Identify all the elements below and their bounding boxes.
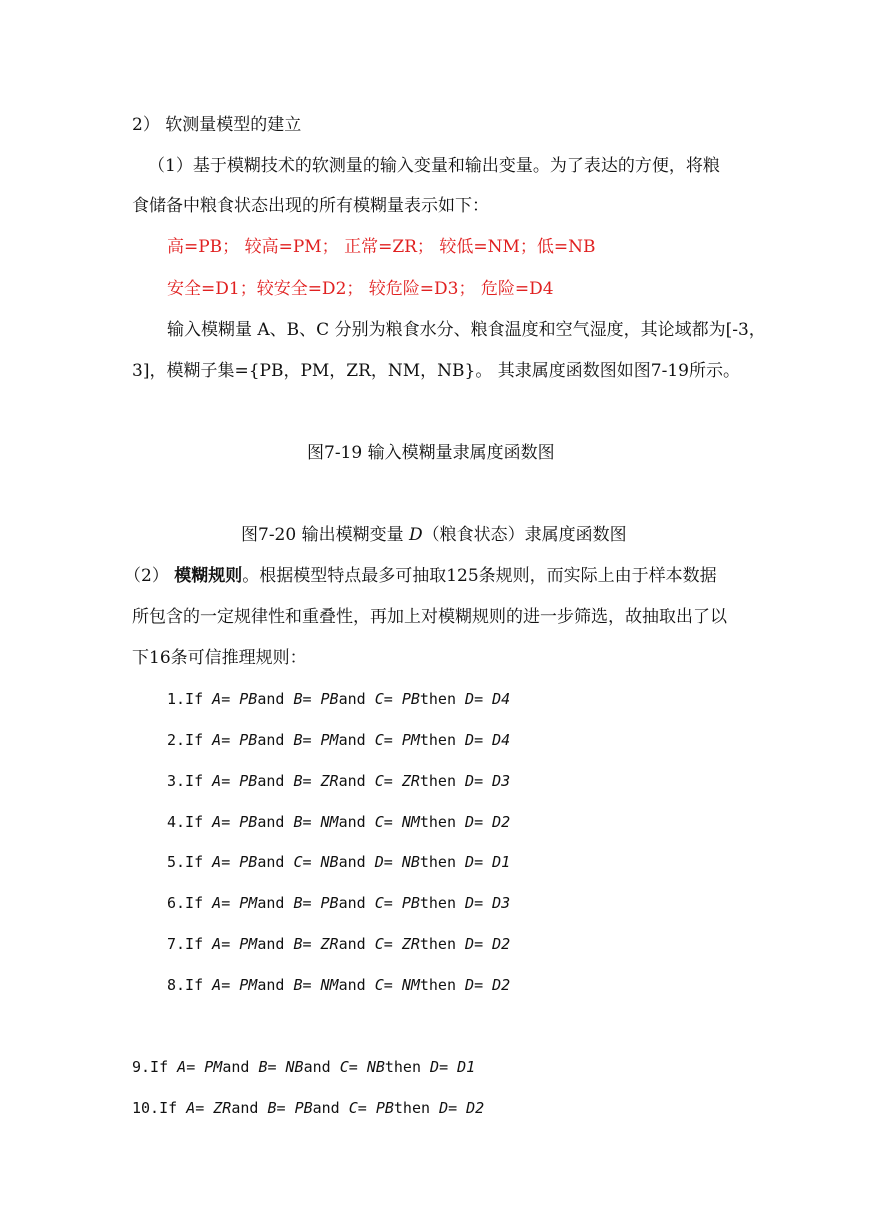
paragraph-line: 食储备中粮食状态出现的所有模糊量表示如下： (132, 196, 489, 216)
rule-set: ZR (401, 935, 420, 953)
rule-line (167, 729, 510, 751)
caption-suffix: （粮食状态）隶属度函数图 (422, 525, 627, 545)
rule-number: 2.If (167, 731, 204, 749)
rule-number: 1.If (167, 690, 204, 708)
rule-equals: = (474, 853, 484, 871)
rule-equals: = (448, 1099, 458, 1117)
rule-equals: = (383, 976, 393, 994)
rule-variable: B (293, 935, 303, 953)
rule-and: and (257, 731, 285, 749)
rule-variable: C (374, 731, 384, 749)
rule-variable: B (293, 976, 303, 994)
rule-equals: = (383, 731, 393, 749)
rule-variable: B (293, 772, 303, 790)
rule-line (132, 1097, 484, 1119)
rule-and: and (257, 853, 285, 871)
rule-equals: = (348, 1058, 358, 1076)
rule-result: D1 (492, 853, 511, 871)
rule-line (132, 1056, 475, 1078)
rule-variable: C (293, 853, 303, 871)
rule-variable: A (212, 976, 222, 994)
rule-and: and (338, 731, 366, 749)
rule-then: then (419, 813, 456, 831)
rule-and: and (257, 935, 285, 953)
rule-set: NM (320, 976, 339, 994)
rule-equals: = (474, 976, 484, 994)
rule-equals: = (302, 976, 312, 994)
rule-output-variable: D (439, 1099, 449, 1117)
rule-and: and (257, 813, 285, 831)
rule-variable: C (374, 690, 384, 708)
rule-variable: C (374, 935, 384, 953)
rule-equals: = (383, 894, 393, 912)
rule-set: PB (239, 690, 258, 708)
rule-variable: D (374, 853, 384, 871)
rule-result: D4 (492, 690, 511, 708)
rule-number: 9.If (132, 1058, 169, 1076)
rule-set: PM (204, 1058, 223, 1076)
rule-output-variable: D (465, 894, 475, 912)
rule-line (167, 811, 510, 833)
rule-then: then (393, 1099, 431, 1117)
paragraph-line (124, 565, 717, 587)
fuzzy-level-legend: 高=PB； 较高=PM； 正常=ZR； 较低=NM；低=NB (167, 237, 596, 257)
rule-set: PB (401, 690, 420, 708)
rule-equals: = (221, 853, 231, 871)
rule-output-variable: D (465, 853, 475, 871)
rule-equals: = (302, 935, 312, 953)
rule-set: PB (239, 772, 258, 790)
rule-variable: A (177, 1058, 187, 1076)
rule-set: NB (366, 1058, 385, 1076)
rule-variable: B (258, 1058, 268, 1076)
rule-and: and (257, 690, 285, 708)
rule-and: and (338, 813, 366, 831)
paragraph-line: 输入模糊量 A、B、C 分别为粮食水分、粮食温度和空气湿度，其论域都为[-3， (167, 320, 766, 340)
paragraph-number: （2） (124, 566, 169, 586)
rule-equals: = (302, 731, 312, 749)
rule-equals: = (221, 772, 231, 790)
bold-term: 模糊规则 (174, 566, 243, 586)
rule-equals: = (383, 690, 393, 708)
rule-result: D2 (492, 935, 511, 953)
rule-equals: = (302, 813, 312, 831)
rule-and: and (312, 1099, 340, 1117)
rule-then: then (419, 731, 456, 749)
rule-equals: = (221, 690, 231, 708)
rule-set: NB (285, 1058, 304, 1076)
rule-then: then (384, 1058, 421, 1076)
rule-and: and (231, 1099, 259, 1117)
rule-variable: A (212, 690, 222, 708)
rule-equals: = (474, 935, 484, 953)
rule-set: PM (239, 976, 258, 994)
rule-result: D3 (492, 772, 511, 790)
rule-line (167, 770, 510, 792)
rule-equals: = (302, 772, 312, 790)
rule-set: ZR (320, 772, 339, 790)
rule-result: D2 (492, 813, 511, 831)
rule-and: and (338, 853, 366, 871)
fuzzy-output-legend: 安全=D1；较安全=D2； 较危险=D3； 危险=D4 (167, 279, 554, 299)
rule-equals: = (383, 813, 393, 831)
rule-and: and (303, 1058, 331, 1076)
rule-variable: A (212, 731, 222, 749)
rule-variable: A (212, 853, 222, 871)
rule-and: and (338, 772, 366, 790)
rule-result: D4 (492, 731, 511, 749)
paragraph-line: 所包含的一定规律性和重叠性，再加上对模糊规则的进一步筛选，故抽取出了以 (132, 607, 727, 627)
rule-line (167, 851, 510, 873)
rule-number: 8.If (167, 976, 204, 994)
rule-output-variable: D (465, 976, 475, 994)
rule-and: and (338, 690, 366, 708)
rule-output-variable: D (465, 690, 475, 708)
rule-set: PM (239, 894, 258, 912)
rule-line (167, 933, 510, 955)
rule-variable: B (293, 731, 303, 749)
rule-line (167, 688, 510, 710)
rule-output-variable: D (465, 731, 475, 749)
rule-equals: = (221, 935, 231, 953)
rule-number: 4.If (167, 813, 204, 831)
rule-set: PB (239, 731, 258, 749)
rule-number: 5.If (167, 853, 204, 871)
rule-variable: A (212, 935, 222, 953)
rule-equals: = (186, 1058, 196, 1076)
rule-equals: = (474, 690, 484, 708)
rule-and: and (257, 772, 285, 790)
paragraph-line: 下16条可信推理规则： (132, 648, 307, 668)
rule-number: 10.If (132, 1099, 178, 1117)
rule-then: then (419, 853, 456, 871)
rule-set: PB (375, 1099, 394, 1117)
rule-equals: = (474, 731, 484, 749)
rule-variable: C (348, 1099, 358, 1117)
rule-and: and (338, 976, 366, 994)
rule-number: 3.If (167, 772, 204, 790)
rule-set: PB (401, 894, 420, 912)
rule-variable: C (374, 772, 384, 790)
rule-result: D3 (492, 894, 511, 912)
rule-set: PM (320, 731, 339, 749)
paragraph-line: 3]，模糊子集={PB，PM，ZR，NM，NB}。 其隶属度函数图如图7-19所示。 (132, 361, 740, 381)
rule-output-variable: D (465, 772, 475, 790)
rule-output-variable: D (465, 813, 475, 831)
rule-equals: = (267, 1058, 277, 1076)
rule-variable: C (374, 894, 384, 912)
rule-equals: = (221, 976, 231, 994)
rule-variable: A (212, 813, 222, 831)
rule-line (167, 974, 510, 996)
rule-variable: A (212, 772, 222, 790)
rule-set: NM (401, 976, 420, 994)
rule-equals: = (383, 772, 393, 790)
rule-variable: C (339, 1058, 349, 1076)
caption-prefix: 图7-20 输出模糊变量 (241, 525, 404, 545)
rule-equals: = (474, 772, 484, 790)
rule-output-variable: D (465, 935, 475, 953)
rule-set: ZR (213, 1099, 232, 1117)
rule-and: and (257, 894, 285, 912)
rule-then: then (419, 894, 456, 912)
rule-set: ZR (401, 772, 420, 790)
figure-caption: 图7-19 输入模糊量隶属度函数图 (307, 443, 555, 463)
rule-and: and (338, 935, 366, 953)
rule-result: D1 (457, 1058, 476, 1076)
rule-variable: C (374, 813, 384, 831)
paragraph-line: （1）基于模糊技术的软测量的输入变量和输出变量。为了表达的方便，将粮 (148, 156, 720, 176)
section-heading: 2） 软测量模型的建立 (132, 115, 302, 135)
rule-set: PB (239, 853, 258, 871)
rule-result: D2 (492, 976, 511, 994)
rule-number: 6.If (167, 894, 204, 912)
rule-equals: = (302, 853, 312, 871)
rule-then: then (419, 976, 456, 994)
rule-equals: = (474, 894, 484, 912)
rule-and: and (257, 976, 285, 994)
rule-line (167, 892, 510, 914)
rule-output-variable: D (430, 1058, 440, 1076)
rule-equals: = (195, 1099, 205, 1117)
rule-then: then (419, 935, 456, 953)
rule-equals: = (221, 813, 231, 831)
rule-set: ZR (320, 935, 339, 953)
rule-set: NB (401, 853, 420, 871)
rule-and: and (222, 1058, 250, 1076)
rule-equals: = (357, 1099, 367, 1117)
rule-set: NB (320, 853, 339, 871)
rule-equals: = (276, 1099, 286, 1117)
rule-equals: = (474, 813, 484, 831)
rule-set: NM (401, 813, 420, 831)
figure-caption (241, 524, 627, 546)
rule-variable: B (267, 1099, 277, 1117)
rule-and: and (338, 894, 366, 912)
caption-variable: D (409, 525, 423, 545)
rule-variable: A (212, 894, 222, 912)
rule-set: PB (239, 813, 258, 831)
rule-equals: = (302, 690, 312, 708)
rule-set: PB (320, 690, 339, 708)
rule-set: PB (320, 894, 339, 912)
rule-equals: = (302, 894, 312, 912)
rule-variable: C (374, 976, 384, 994)
rule-equals: = (383, 935, 393, 953)
rule-then: then (419, 772, 456, 790)
rule-variable: B (293, 894, 303, 912)
rule-then: then (419, 690, 456, 708)
rule-set: NM (320, 813, 339, 831)
rule-variable: A (186, 1099, 196, 1117)
rule-result: D2 (466, 1099, 485, 1117)
rule-set: PB (294, 1099, 313, 1117)
rule-equals: = (221, 894, 231, 912)
rule-equals: = (383, 853, 393, 871)
rule-equals: = (439, 1058, 449, 1076)
rule-set: PM (401, 731, 420, 749)
rule-number: 7.If (167, 935, 204, 953)
rule-variable: B (293, 690, 303, 708)
rule-variable: B (293, 813, 303, 831)
rule-set: PM (239, 935, 258, 953)
rule-equals: = (221, 731, 231, 749)
paragraph-text: 。根据模型特点最多可抽取125条规则，而实际上由于样本数据 (242, 566, 717, 586)
